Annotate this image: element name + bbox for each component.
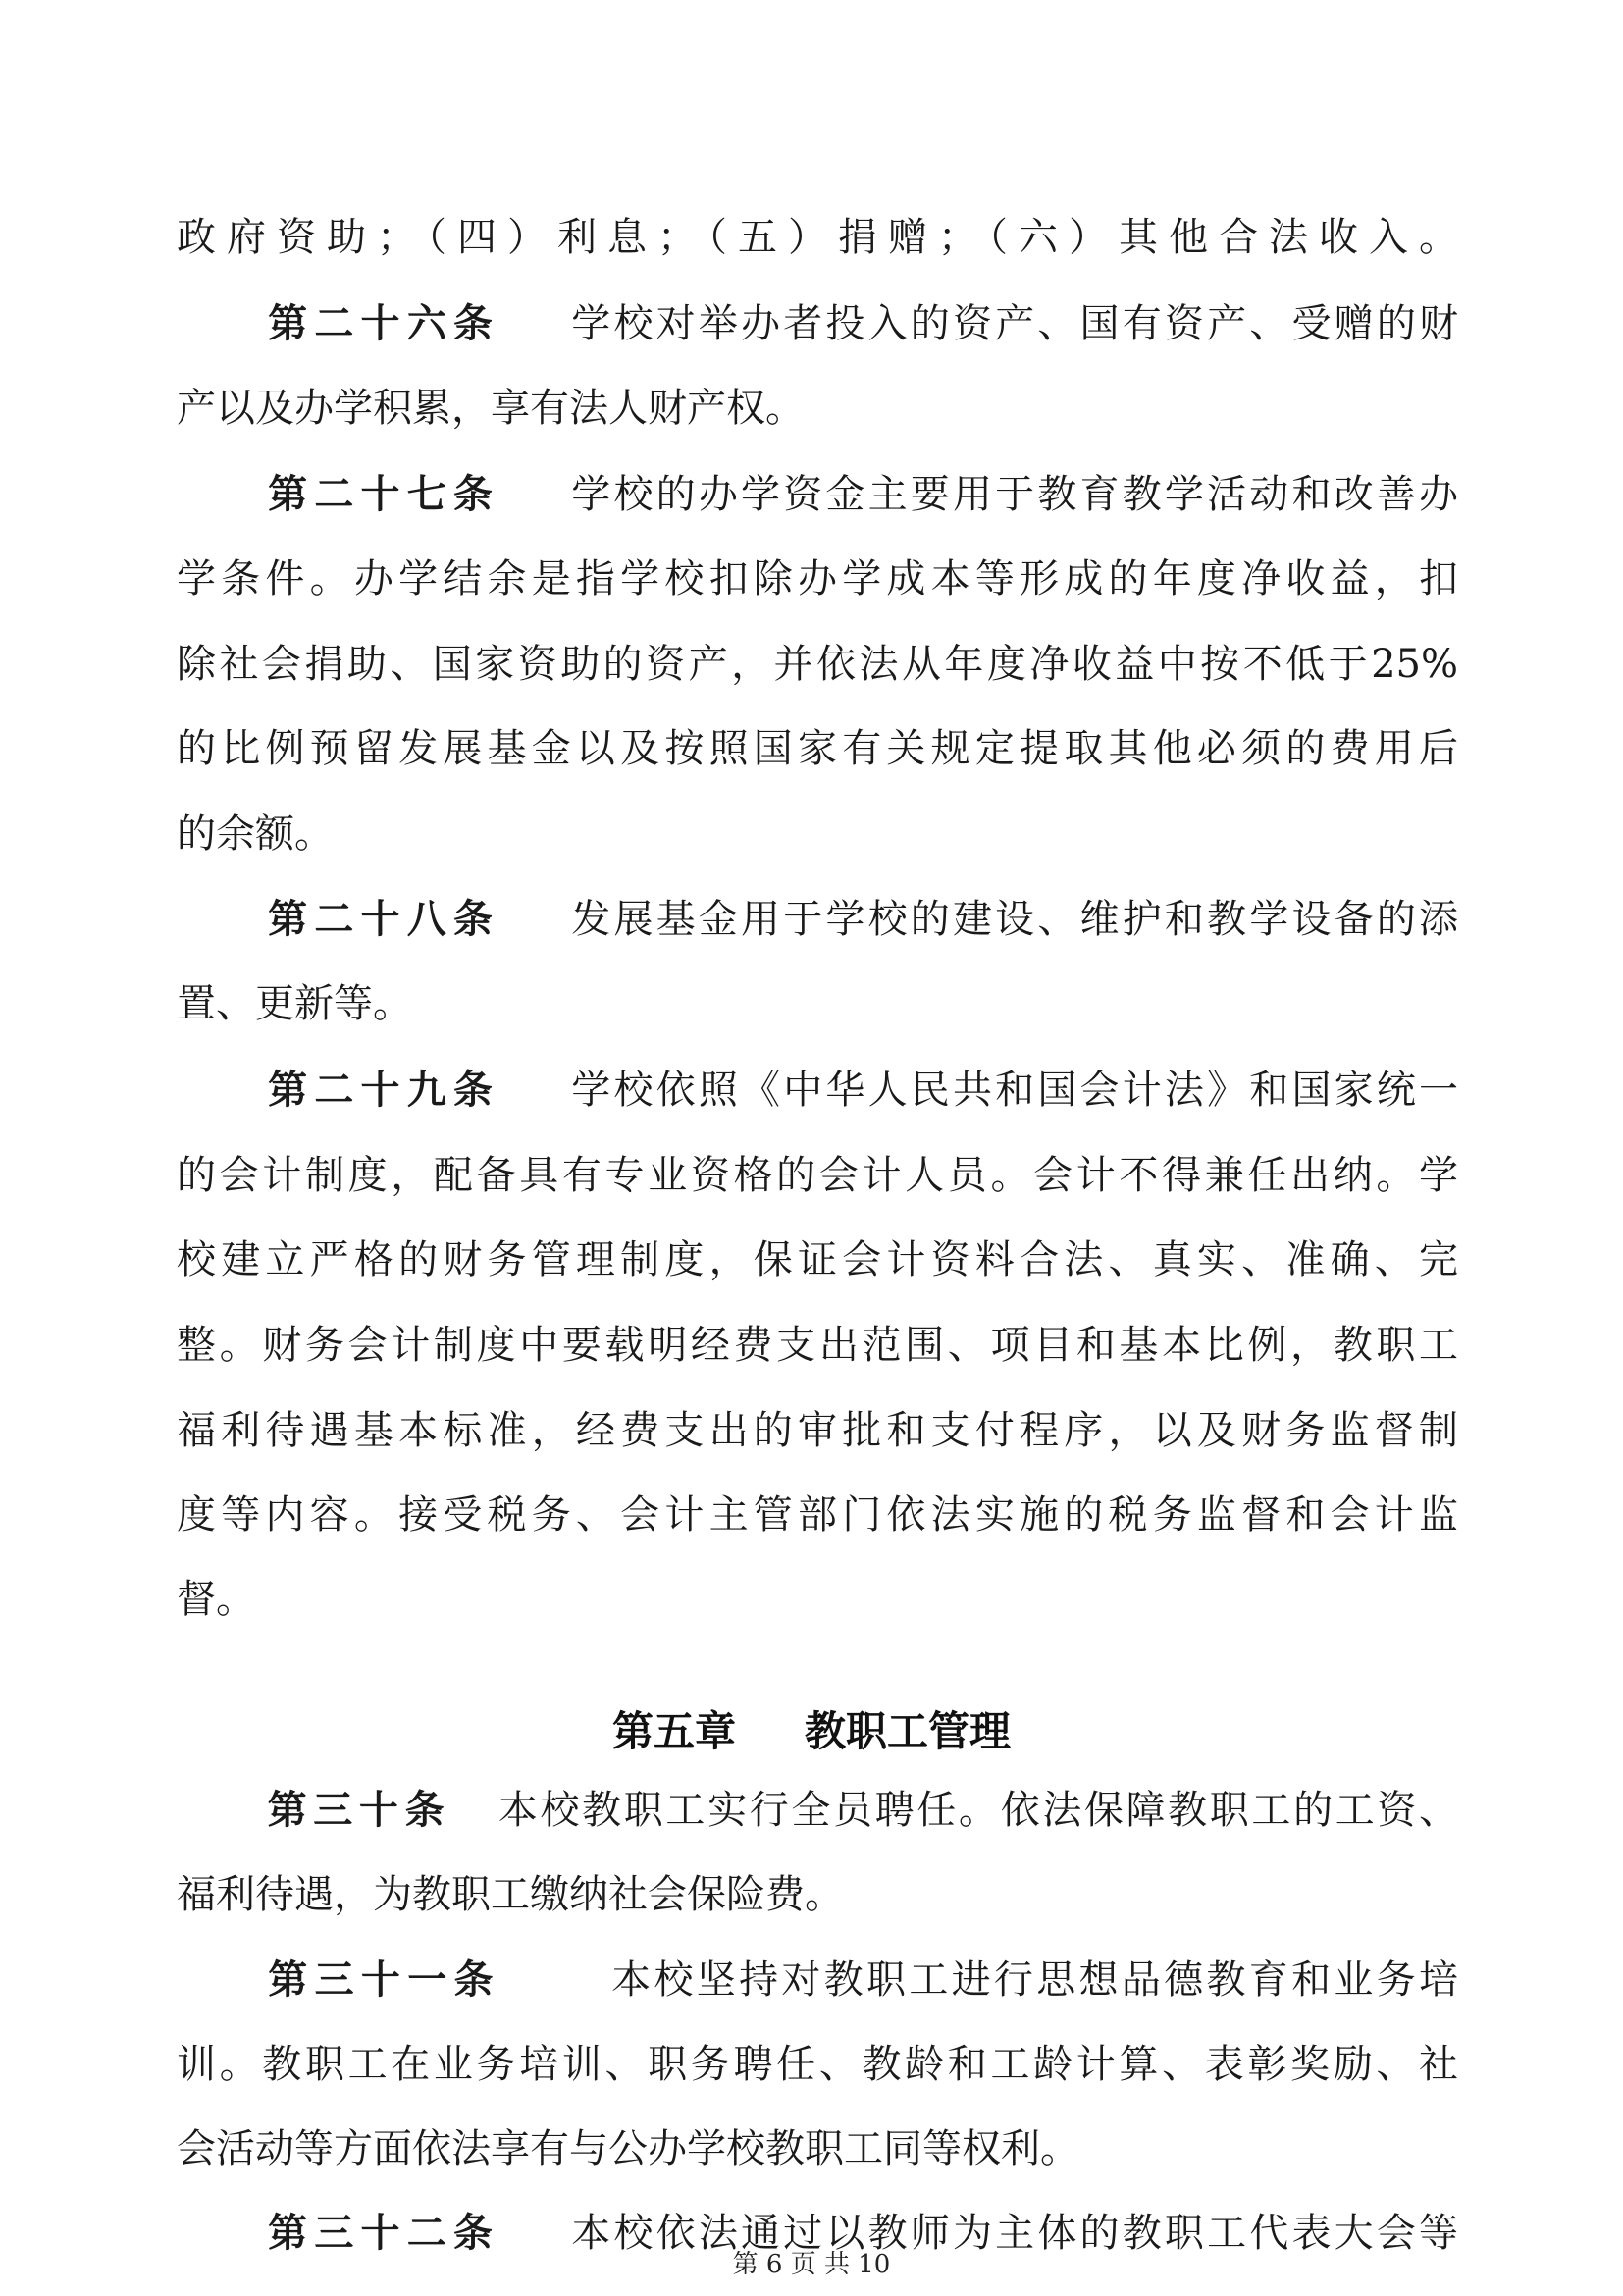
paragraph-line: 督。 [177, 1577, 255, 1622]
paragraph-line: 福利待遇基本标准，经费支出的审批和支付程序，以及财务监督制 [177, 1408, 1458, 1453]
article-26-first-line [177, 294, 1458, 353]
article-text: 本校教职工实行全员聘任。依法保障教职工的工资、 [496, 1788, 1458, 1833]
paragraph-line: 会活动等方面依法享有与公办学校教职工同等权利。 [177, 2126, 1079, 2171]
paragraph-line: 校建立严格的财务管理制度，保证会计资料合法、真实、准确、完 [177, 1237, 1458, 1282]
paragraph-line: 的会计制度，配备具有专业资格的会计人员。会计不得兼任出纳。学 [177, 1153, 1458, 1198]
paragraph-line: 的余额。 [177, 811, 334, 857]
paragraph-line: 学条件。办学结余是指学校扣除办学成本等形成的年度净收益，扣 [177, 556, 1458, 601]
chapter-heading [0, 1697, 1623, 1766]
paragraph-line: 的比例预留发展基金以及按照国家有关规定提取其他必须的费用后 [177, 726, 1458, 771]
article-30-first-line [177, 1781, 1458, 1840]
paragraph-line: 度等内容。接受税务、会计主管部门依法实施的税务监督和会计监 [177, 1492, 1458, 1538]
article-28-first-line [177, 890, 1458, 949]
article-27-first-line [177, 465, 1458, 524]
article-31-first-line [177, 1951, 1458, 2009]
article-number: 第二十六条 [265, 300, 500, 346]
paragraph-line: 福利待遇，为教职工缴纳社会保险费。 [177, 1872, 844, 1917]
paragraph-line: 产以及办学积累，享有法人财产权。 [177, 386, 805, 431]
article-number: 第三十二条 [265, 2210, 500, 2256]
article-text: 本校坚持对教职工进行思想品德教育和业务培 [607, 1957, 1458, 2003]
paragraph-line: 置、更新等。 [177, 981, 412, 1026]
chapter-number: 第五章 [611, 1707, 736, 1755]
article-text: 学校依照《中华人民共和国会计法》和国家统一 [568, 1068, 1458, 1113]
article-number: 第三十条 [265, 1787, 451, 1833]
page-footer: 第 6 页 共 10 [732, 2250, 891, 2279]
article-number: 第三十一条 [265, 1957, 500, 2003]
article-text: 学校的办学资金主要用于教育教学活动和改善办 [568, 472, 1458, 517]
paragraph-line: 整。财务会计制度中要载明经费支出范围、项目和基本比例，教职工 [177, 1323, 1458, 1368]
article-text: 发展基金用于学校的建设、维护和教学设备的添 [568, 897, 1458, 942]
paragraph-line: 除社会捐助、国家资助的资产，并依法从年度净收益中按不低于25% [177, 642, 1458, 687]
article-text: 学校对举办者投入的资产、国有资产、受赠的财 [568, 301, 1458, 346]
article-29-first-line [177, 1061, 1458, 1120]
chapter-title: 教职工管理 [805, 1707, 1012, 1755]
article-text: 本校依法通过以教师为主体的教职工代表大会等 [568, 2211, 1458, 2256]
paragraph-line: 训。教职工在业务培训、职务聘任、教龄和工龄计算、表彰奖励、社 [177, 2042, 1458, 2087]
article-number: 第二十七条 [265, 471, 500, 517]
article-number: 第二十九条 [265, 1067, 500, 1113]
article-number: 第二十八条 [265, 896, 500, 942]
paragraph-line: 政府资助；（四）利息；（五）捐赠；（六）其他合法收入。 [177, 215, 1458, 260]
